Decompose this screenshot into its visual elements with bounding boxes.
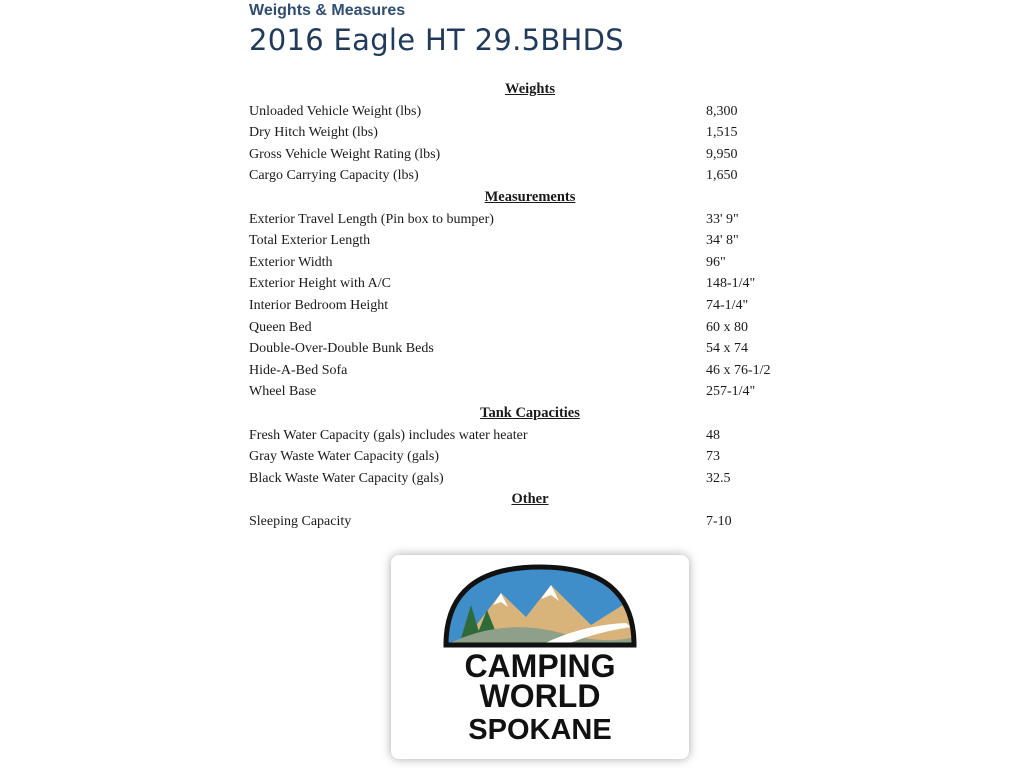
spec-value: 257-1/4" — [706, 384, 756, 400]
spec-label: Hide-A-Bed Sofa — [249, 362, 348, 378]
spec-label: Cargo Carrying Capacity (lbs) — [249, 168, 419, 184]
spec-value: 46 x 76-1/2 — [706, 362, 771, 378]
camping-world-logo — [391, 555, 689, 759]
header-kicker: Weights & Measures — [249, 2, 406, 19]
spec-row — [0, 101, 1024, 123]
spec-row — [0, 511, 1024, 533]
spec-label: Gross Vehicle Weight Rating (lbs) — [249, 146, 441, 162]
spec-row — [0, 209, 1024, 231]
spec-row — [0, 122, 1024, 144]
spec-label: Black Waste Water Capacity (gals) — [249, 470, 444, 486]
spec-value: 9,950 — [706, 146, 738, 162]
spec-label: Gray Waste Water Capacity (gals) — [249, 449, 440, 465]
spec-row — [0, 230, 1024, 252]
spec-label: Exterior Height with A/C — [249, 276, 391, 292]
spec-row — [0, 144, 1024, 166]
spec-value: 54 x 74 — [706, 341, 748, 357]
spec-value: 33' 9" — [706, 211, 739, 227]
section-heading: Weights — [505, 81, 555, 97]
spec-value: 60 x 80 — [706, 319, 748, 335]
spec-row — [0, 295, 1024, 317]
spec-value: 34' 8" — [706, 233, 739, 249]
logo-text-camping: CAMPING — [464, 648, 616, 684]
spec-row — [0, 446, 1024, 468]
spec-value: 1,515 — [706, 125, 738, 141]
spec-sheet — [0, 79, 1024, 532]
spec-label: Exterior Travel Length (Pin box to bumper) — [249, 211, 494, 227]
spec-label: Total Exterior Length — [249, 233, 371, 249]
spec-row — [0, 468, 1024, 490]
spec-row — [0, 273, 1024, 295]
spec-value: 74-1/4" — [706, 297, 749, 313]
spec-row — [0, 360, 1024, 382]
spec-row — [0, 252, 1024, 274]
spec-label: Fresh Water Capacity (gals) includes water heater — [249, 427, 528, 443]
spec-label: Sleeping Capacity — [249, 513, 352, 529]
spec-label: Unloaded Vehicle Weight (lbs) — [249, 103, 422, 119]
spec-value: 48 — [706, 427, 720, 443]
spec-row — [0, 165, 1024, 187]
section-heading: Measurements — [484, 188, 576, 205]
spec-row — [0, 425, 1024, 447]
logo-text-spokane: SPOKANE — [468, 714, 612, 746]
spec-label: Double-Over-Double Bunk Beds — [249, 341, 434, 357]
spec-row — [0, 381, 1024, 403]
spec-label: Queen Bed — [249, 319, 312, 335]
spec-value: 96" — [706, 254, 726, 270]
logo-text-world: WORLD — [479, 678, 601, 714]
spec-value: 7-10 — [706, 513, 732, 529]
logo-emblem — [391, 555, 689, 759]
spec-label: Wheel Base — [249, 384, 317, 400]
section-heading: Other — [511, 491, 549, 508]
spec-value: 1,650 — [706, 168, 738, 184]
spec-label: Dry Hitch Weight (lbs) — [249, 125, 378, 141]
spec-label: Exterior Width — [249, 254, 333, 270]
page-title: 2016 Eagle HT 29.5BHDS — [249, 23, 624, 57]
spec-row — [0, 338, 1024, 360]
spec-value: 148-1/4" — [706, 276, 756, 292]
spec-value: 32.5 — [706, 470, 731, 486]
spec-label: Interior Bedroom Height — [249, 297, 389, 313]
spec-value: 73 — [706, 449, 720, 465]
spec-row — [0, 317, 1024, 339]
spec-value: 8,300 — [706, 103, 738, 119]
section-heading: Tank Capacities — [480, 404, 580, 421]
